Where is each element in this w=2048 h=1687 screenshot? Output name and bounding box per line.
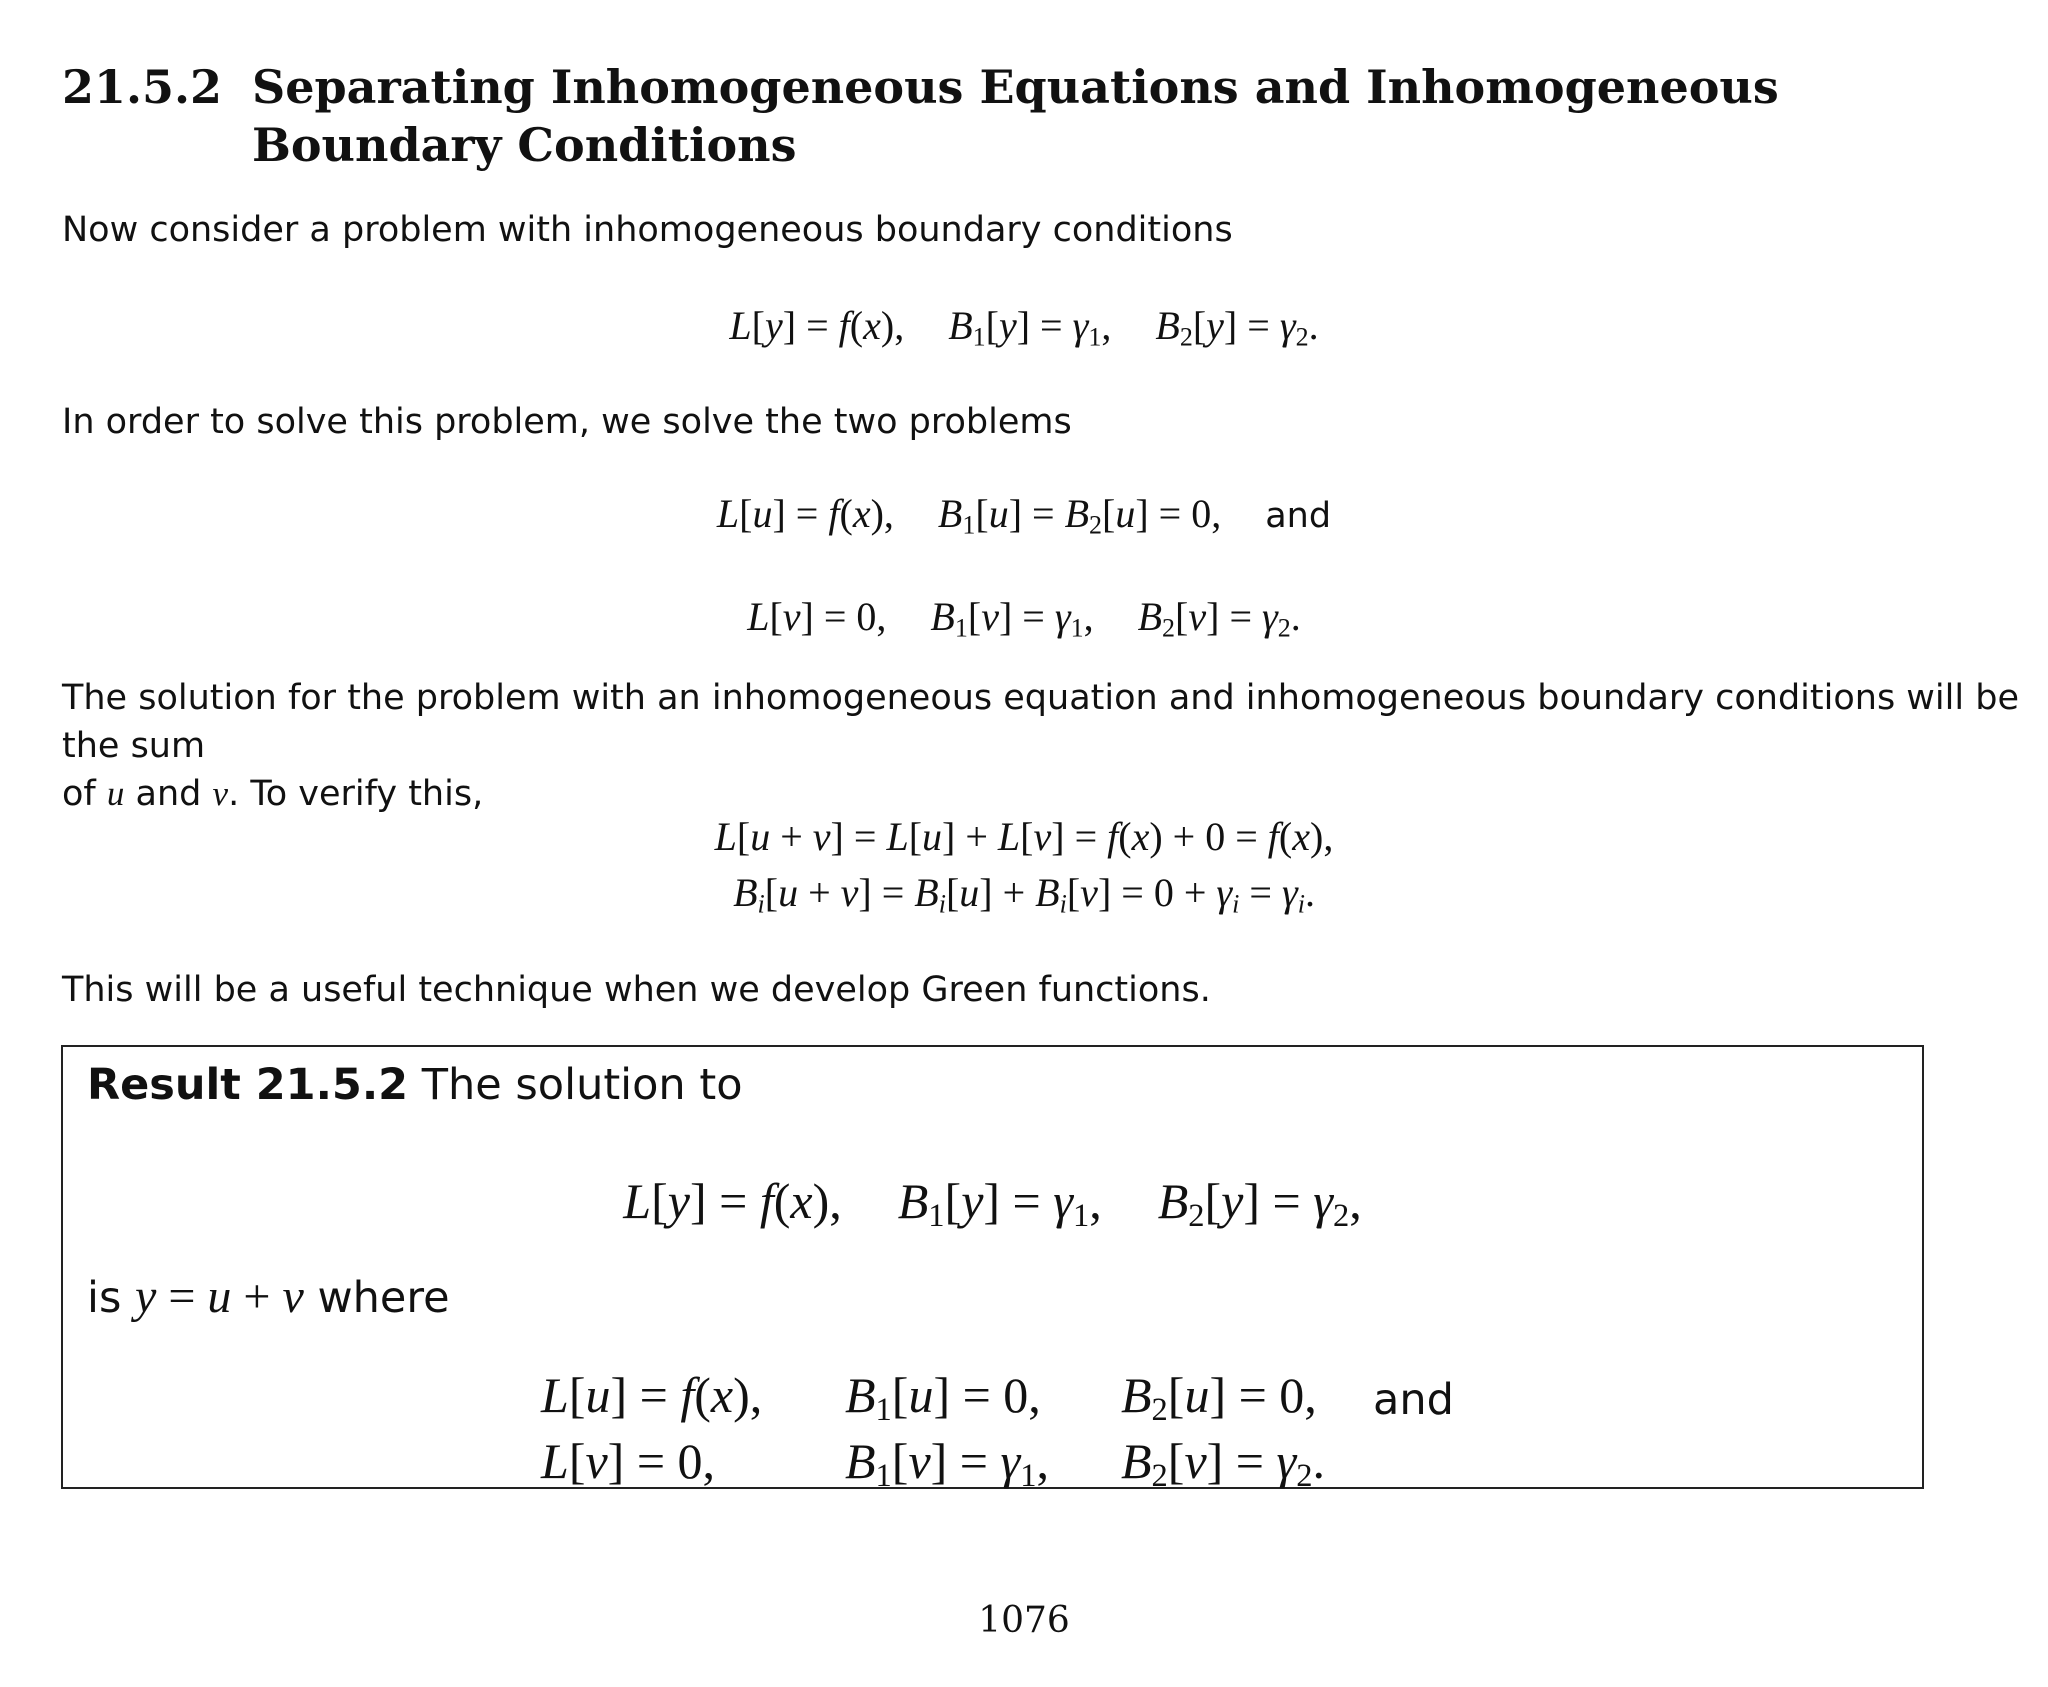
equation-verify-L: L[u + v] = L[u] + L[v] = f(x) + 0 = f(x),	[714, 814, 1334, 859]
result-is-line: is y = u + v where	[87, 1270, 450, 1323]
page-number: 1076	[978, 1600, 1070, 1641]
equation-u-problem: L[u] = f(x), $B_1[u] = B_2[u] = 0$, and	[716, 491, 1332, 540]
section-number: 21.5.2	[62, 60, 223, 114]
paragraph-intro: Now consider a problem with inhomogeneous boundary conditions	[62, 210, 1233, 250]
equation-v-problem: L[v] = 0, $B_1[v] = \gamma_1$, $B_2[v] = \gamma_2$.	[747, 594, 1301, 643]
paragraph-sum-solution: The solution for the problem with an inhomogeneous equation and inhomogeneous boundary conditions will be the sum of u and v. To verify this,	[62, 678, 2019, 814]
and-word: and	[1265, 496, 1332, 536]
section-title: Separating Inhomogeneous Equations and Inhomogeneous Boundary Conditions	[252, 60, 1779, 172]
paragraph-two-problems: In order to solve this problem, we solve the two problems	[62, 402, 1072, 442]
result-box	[61, 1045, 1924, 1495]
equation-verify-B: $B_i[u + v] = B_i[u] + B_i[v] = 0 + \gamma_i = \gamma_i$.	[733, 870, 1315, 919]
paragraph-sum-tail: . To verify this,	[228, 774, 484, 814]
result-label: Result 21.5.2	[87, 1060, 409, 1110]
result-equation-main: L[y] = f(x), $B_1[y] = \gamma_1$, $B_2[y] = \gamma_2$,	[623, 1173, 1362, 1235]
result-u-L: L[u] = f(x),	[541, 1367, 763, 1423]
equation-original-problem: L[y] = f(x), $B_1[y] = \gamma_1$, $B_2[y] = \gamma_2$.	[729, 303, 1319, 352]
paragraph-sum-line1: The solution for the problem with an inhomogeneous equation and inhomogeneous boundary conditions will be the sum	[62, 678, 2019, 766]
word-of: of	[62, 774, 96, 814]
result-and	[1373, 1365, 1454, 1432]
result-v-L: L[v] = 0,	[541, 1433, 716, 1489]
result-v-B2: $B_2[v] = \gamma_2$.	[1121, 1433, 1325, 1495]
word-and: and	[135, 774, 202, 814]
result-u-B1: $B_1[u] = 0$,	[845, 1367, 1041, 1429]
and-word: and	[1373, 1375, 1454, 1425]
word-where: where	[317, 1273, 450, 1323]
result-intro: The solution to	[421, 1060, 743, 1110]
result-u-B2: $B_2[u] = 0$,	[1121, 1367, 1317, 1429]
result-v-B1: $B_1[v] = \gamma_1$,	[845, 1433, 1049, 1495]
result-heading	[87, 1057, 743, 1113]
paragraph-technique: This will be a useful technique when we develop Green functions.	[62, 970, 1211, 1010]
word-is: is	[87, 1273, 122, 1323]
